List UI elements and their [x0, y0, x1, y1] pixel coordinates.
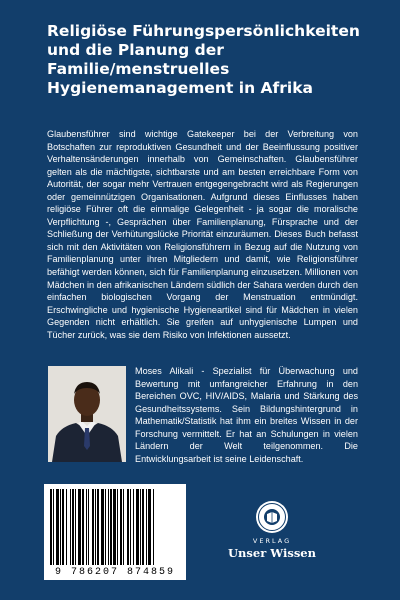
barcode-bar [53, 489, 54, 565]
barcode-bar [153, 489, 154, 565]
barcode-bar [146, 489, 147, 565]
barcode-bar [70, 489, 71, 565]
publisher-name: Unser Wissen [228, 546, 316, 560]
barcode-bar [75, 489, 76, 565]
barcode-bar [117, 489, 118, 565]
barcode-bar [130, 489, 131, 565]
publisher-block [227, 500, 317, 570]
barcode-bar [120, 489, 122, 565]
barcode-bars [48, 489, 182, 565]
publisher-logo-icon [255, 500, 289, 534]
author-bio: Moses Alikali - Spezialist für Überwachung und Bewertung mit umfangreicher Erfahrung in den Bereichen OVC, HIV/AIDS, Malaria und Stärkung des Gesundheitssystems. Sein Bildungshintergrund in Mathematik/Statistik hat ihm ein breites Wissen in der Forschung vermittelt. Er hat an Schulungen in vielen Ländern der Welt teilgenommen. Die Entwicklungsarbeit ist seine Leidenschaft. [135, 366, 358, 464]
isbn-barcode [44, 484, 186, 580]
author-photo [48, 366, 126, 462]
author-portrait-image [48, 366, 126, 462]
barcode-bar [142, 489, 144, 565]
barcode-bar [56, 489, 59, 565]
barcode-bar [110, 489, 112, 565]
isbn-number: 9 786207 874859 [54, 567, 175, 578]
barcode-bar [127, 489, 129, 565]
book-title: Religiöse Führungspersönlichkeiten und die Planung der Familie/menstruelles Hygienemanagement in Afrika [47, 22, 360, 97]
barcode-bar [62, 489, 64, 565]
barcode-bar [66, 489, 67, 565]
barcode-bar [113, 489, 116, 565]
barcode-bar [136, 489, 139, 565]
barcode-bar [88, 489, 89, 565]
barcode-bar [78, 489, 81, 565]
barcode-bar [60, 489, 61, 565]
barcode-bar [133, 489, 134, 565]
barcode-bar [148, 489, 151, 565]
barcode-bar [50, 489, 52, 565]
barcode-bar [123, 489, 124, 565]
barcode-bar [82, 489, 84, 565]
barcode-bar [140, 489, 141, 565]
barcode-bar [95, 489, 96, 565]
publisher-label: VERLAG [252, 537, 292, 545]
barcode-bar [101, 489, 104, 565]
barcode-bar [86, 489, 87, 565]
barcode-bar [92, 489, 94, 565]
barcode-bar [72, 489, 74, 565]
book-description: Glaubensführer sind wichtige Gatekeeper bei der Verbreitung von Botschaften zur reproduktiven Gesundheit und der Beeinflussung positiver Verhaltensänderungen innerhalb von Gemeinschaften. Glaubensführer gelten als die mächtigste, sichtbarste und am besten erreichbare Form von Autorität, der sogar mehr Vertrauen entgegengebracht wird als Regierungen oder gemeinnützigen Organisationen. Aufgrund dieses Einflusses haben religiöse Führer oft die einmalige Gelegenheit - ja sogar die moralische Verpflichtung -, Gesprächen über Familienplanung, Fürsprache und der Schließung der Verhütungslücke Priorität einzuräumen. Dieses Buch befasst sich mit den Aktivitäten von Religionsführern in Bezug auf die Nutzung von Familienplanung unter ihren Mitgliedern und damit, wie Religionsführer befähigt werden können, sich für Familienplanung einzusetzen. Millionen von Mädchen in den afrikanischen Ländern südlich der Sahara werden durch den einfachen biologischen Vorgang der Menstruation entmündigt. Erschwingliche und hygienische Hygieneartikel sind für Mädchen in vielen Gegenden nicht erhältlich. Sie greifen auf unhygienische Lumpen und Tücher zurück, was sie dem Risiko von Infektionen aussetzt. [47, 129, 358, 340]
barcode-bar [105, 489, 106, 565]
barcode-bar [97, 489, 99, 565]
barcode-bar [108, 489, 109, 565]
